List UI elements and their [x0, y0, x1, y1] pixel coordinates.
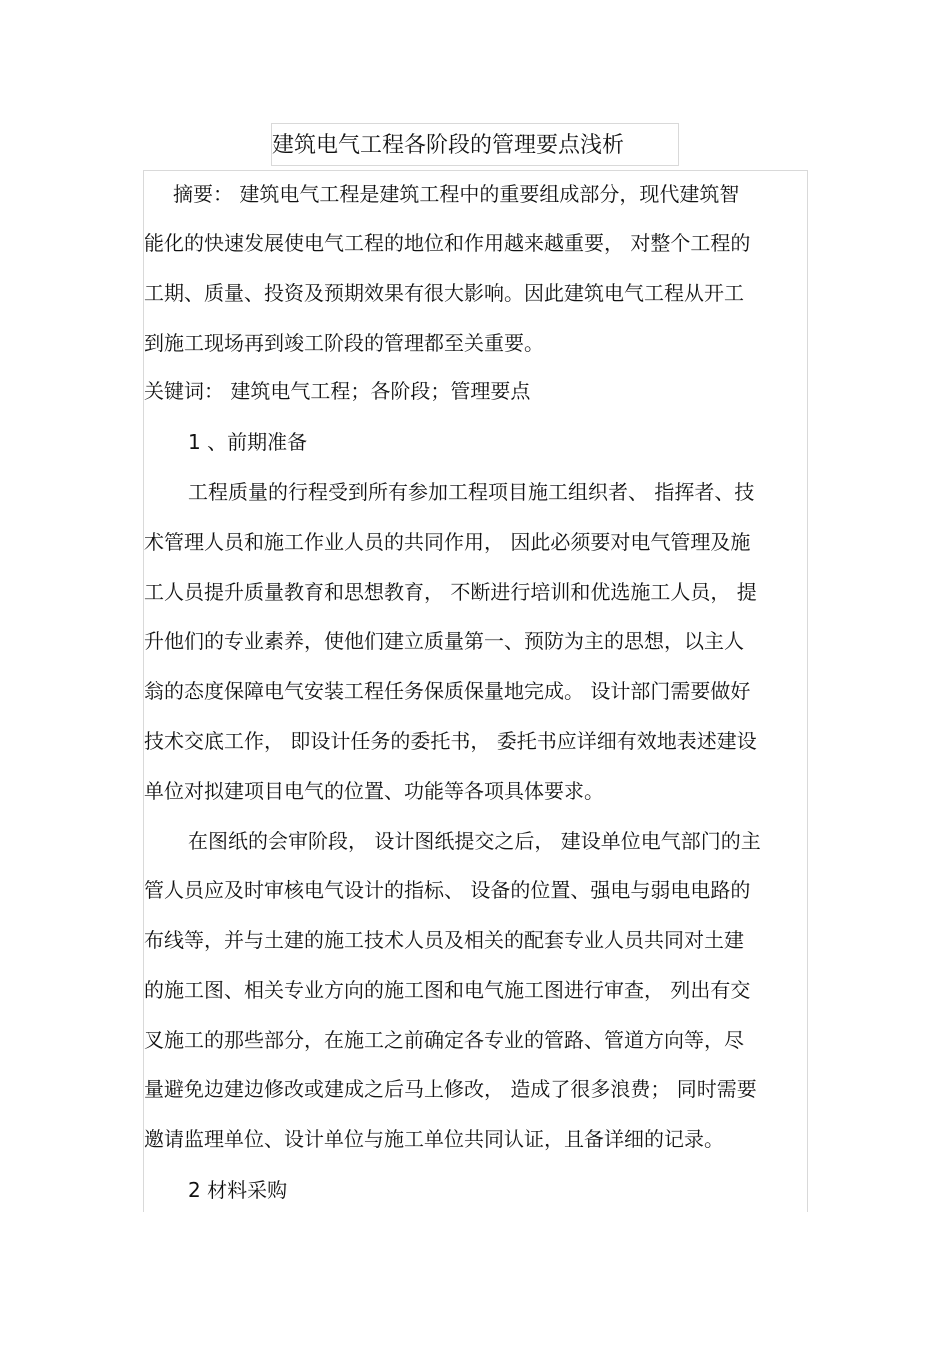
- paragraph-1-line: 工人员提升质量教育和思想教育， 不断进行培训和优选施工人员， 提: [144, 580, 757, 604]
- paragraph-1-line: 技术交底工作， 即设计任务的委托书， 委托书应详细有效地表述建设: [144, 729, 757, 753]
- text-frame-top-border: [143, 170, 808, 171]
- paragraph-2-line: 叉施工的那些部分，在施工之前确定各专业的管路、管道方向等，尽: [144, 1028, 744, 1052]
- section-heading-2: 2 材料采购: [188, 1178, 288, 1202]
- text-frame-right-border: [807, 170, 808, 1212]
- paragraph-1-line: 升他们的专业素养，使他们建立质量第一、预防为主的思想，以主人: [144, 629, 744, 653]
- paragraph-2-line: 量避免边建边修改或建成之后马上修改， 造成了很多浪费； 同时需要: [144, 1077, 757, 1101]
- paragraph-1-line: 工程质量的行程受到所有参加工程项目施工组织者、 指挥者、技: [188, 480, 755, 504]
- keywords-line: 关键词： 建筑电气工程；各阶段；管理要点: [144, 379, 531, 403]
- paragraph-2-line: 在图纸的会审阶段， 设计图纸提交之后， 建设单位电气部门的主: [188, 829, 761, 853]
- section-heading-1: 1 、前期准备: [188, 430, 308, 454]
- document-title: 建筑电气工程各阶段的管理要点浅析: [272, 133, 625, 158]
- abstract-line: 摘要： 建筑电气工程是建筑工程中的重要组成部分，现代建筑智: [173, 182, 740, 206]
- paragraph-1-line: 单位对拟建项目电气的位置、功能等各项具体要求。: [144, 779, 604, 803]
- paragraph-2-line: 邀请监理单位、设计单位与施工单位共同认证，且备详细的记录。: [144, 1127, 724, 1151]
- abstract-line: 能化的快速发展使电气工程的地位和作用越来越重要， 对整个工程的: [144, 231, 751, 255]
- paragraph-2-line: 管人员应及时审核电气设计的指标、 设备的位置、强电与弱电电路的: [144, 878, 751, 902]
- paragraph-2-line: 布线等，并与土建的施工技术人员及相关的配套专业人员共同对土建: [144, 928, 744, 952]
- paragraph-1-line: 术管理人员和施工作业人员的共同作用， 因此必须要对电气管理及施: [144, 530, 751, 554]
- abstract-line: 工期、质量、投资及预期效果有很大影响。因此建筑电气工程从开工: [144, 281, 744, 305]
- paragraph-1-line: 翁的态度保障电气安装工程任务保质保量地完成。 设计部门需要做好: [144, 679, 751, 703]
- paragraph-2-line: 的施工图、相关专业方向的施工图和电气施工图进行审查， 列出有交: [144, 978, 751, 1002]
- abstract-line: 到施工现场再到竣工阶段的管理都至关重要。: [144, 331, 544, 355]
